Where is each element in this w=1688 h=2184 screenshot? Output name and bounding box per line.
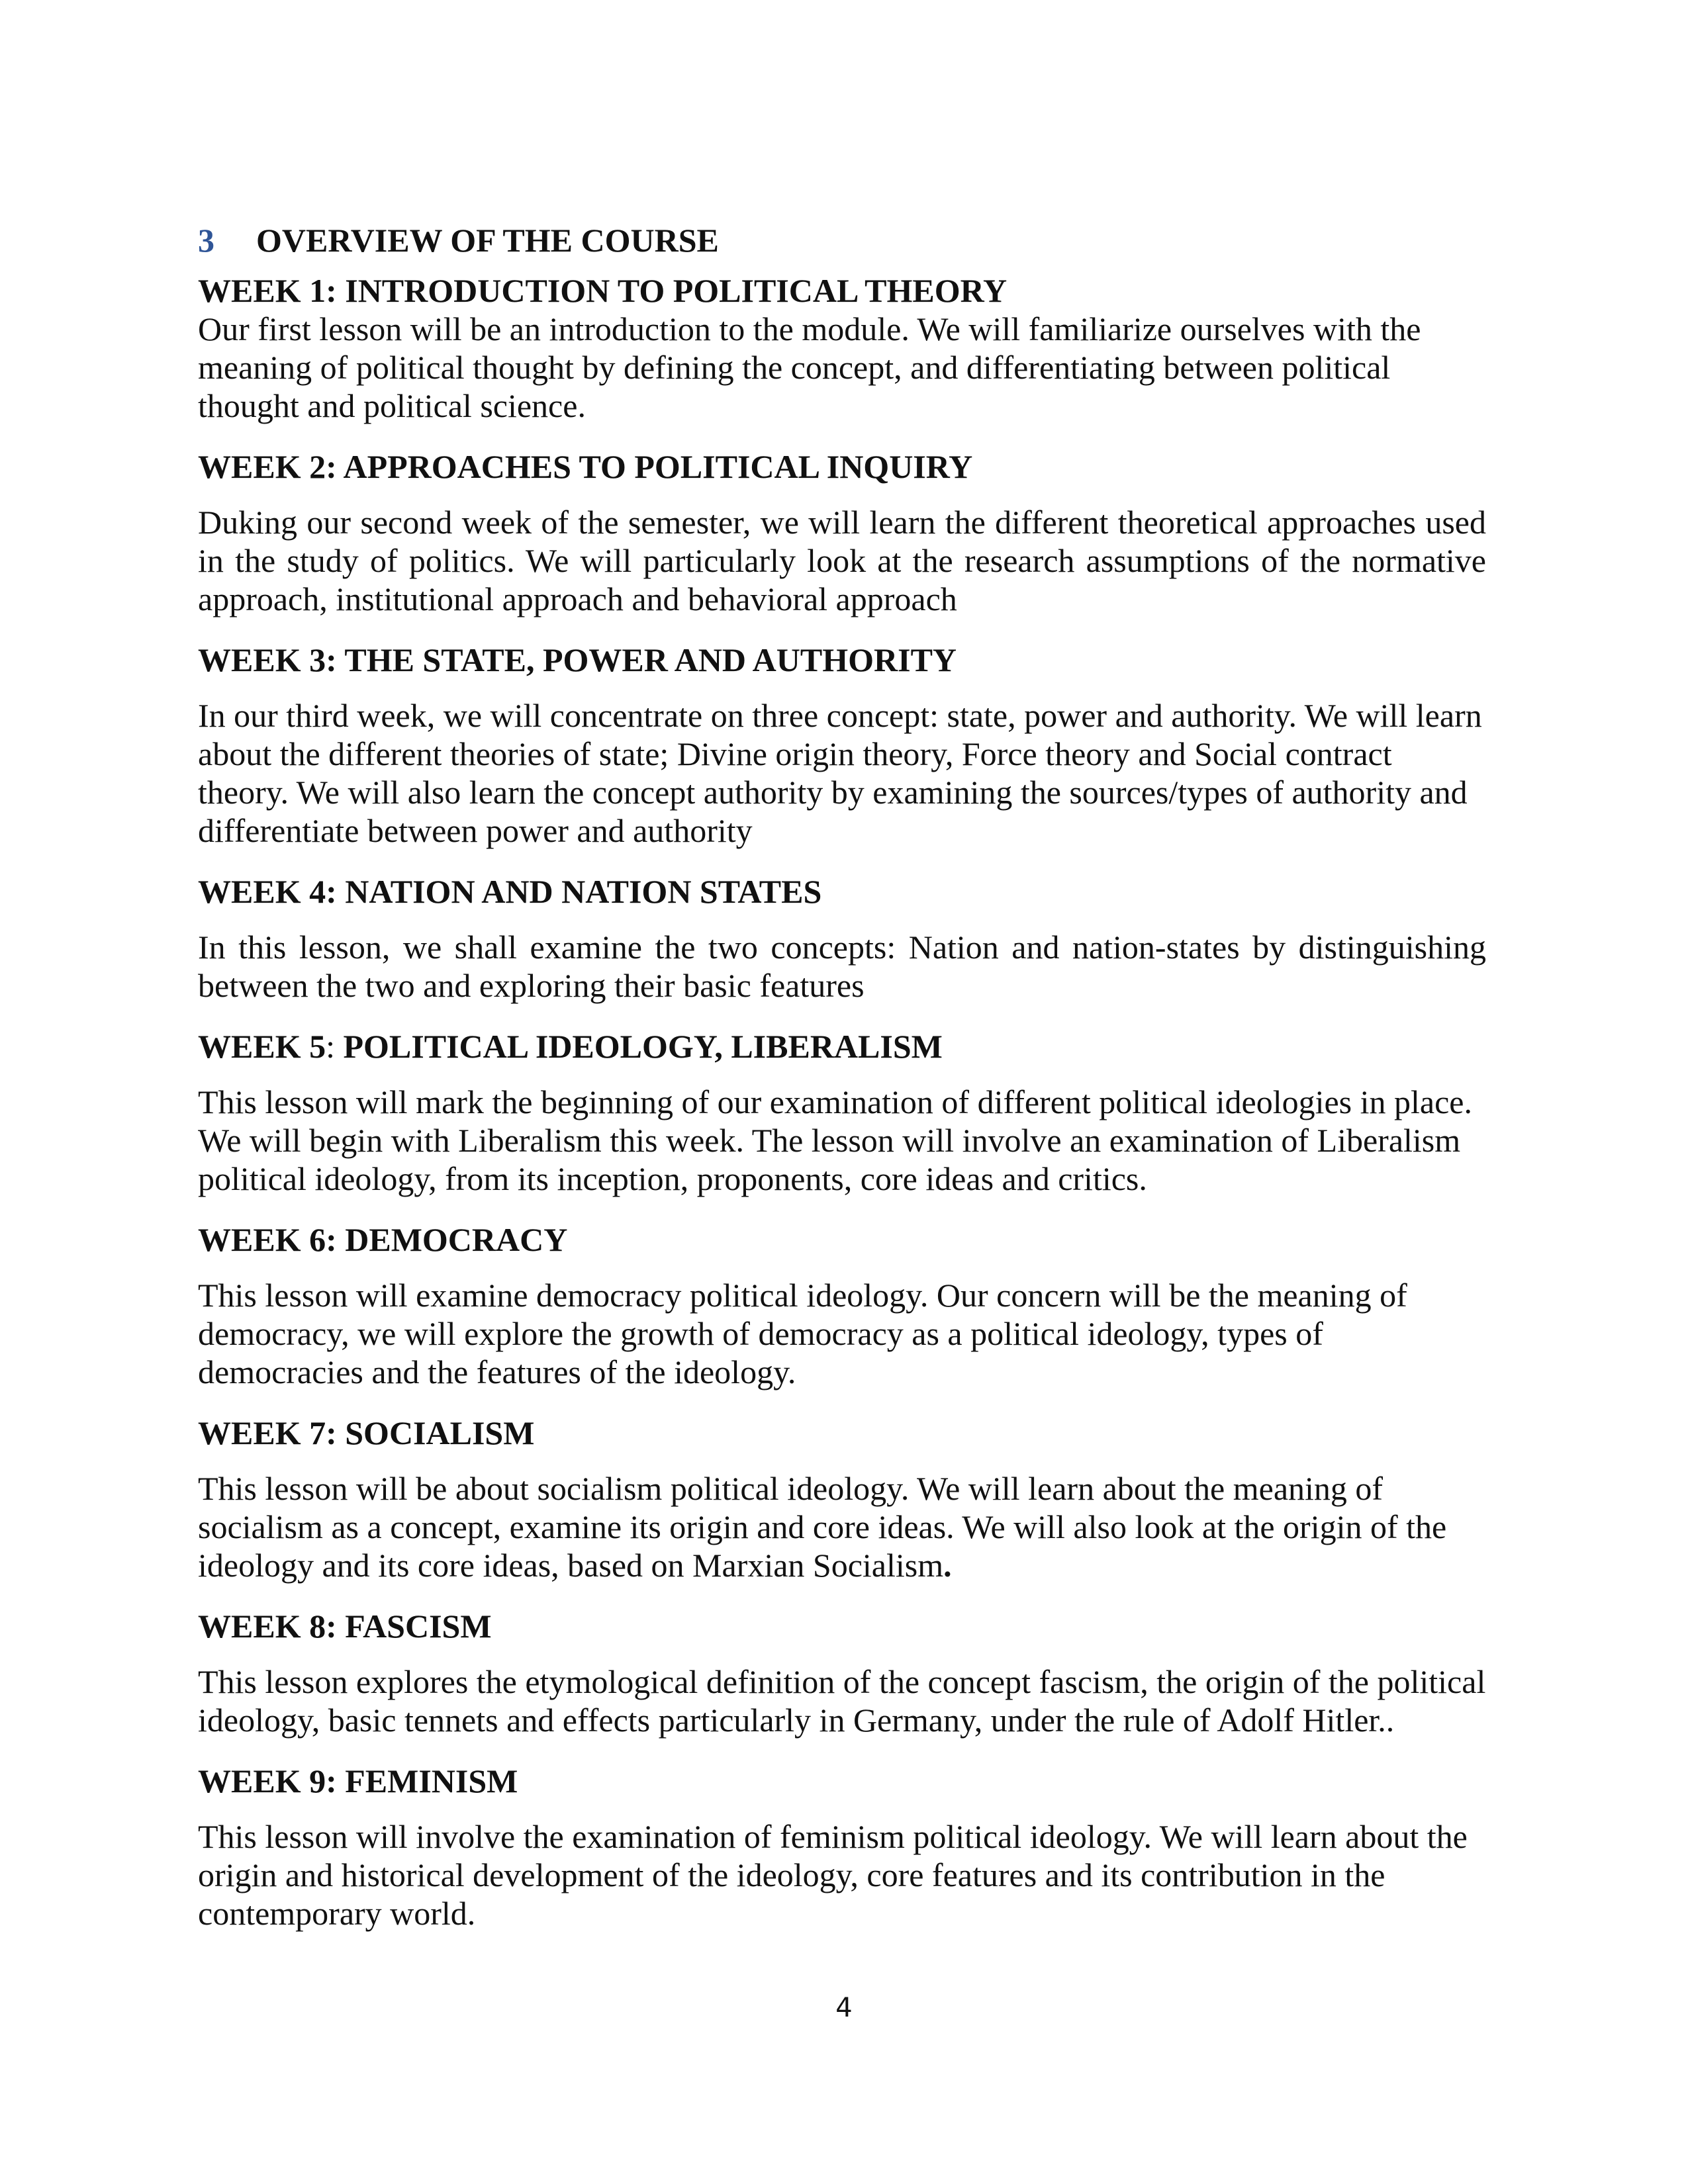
week-title-8: WEEK 8: FASCISM: [198, 1608, 492, 1645]
week-description-5: This lesson will mark the beginning of our examination of different political ideologies in place. We will begin with Liberalism this week. The lesson will involve an examination of Liberalism political ideology, from its inception, proponents, core ideas and critics.: [198, 1083, 1472, 1197]
week-block-9: [198, 1762, 1486, 1933]
section-heading: [198, 218, 1486, 262]
page-number: 4: [835, 1993, 853, 2023]
week-description-7-text: This lesson will be about socialism political ideology. We will learn about the meaning of socialism as a concept, examine its origin and core ideas. We will also look at the origin of the ideology and its core ideas, based on Marxian Socialism: [198, 1470, 1447, 1584]
week-description-8: This lesson explores the etymological definition of the concept fascism, the origin of the political ideology, basic tennets and effects particularly in Germany, under the rule of Adolf Hitler..: [198, 1663, 1486, 1739]
section-title: OVERVIEW OF THE COURSE: [256, 222, 719, 259]
week-description-7: [198, 1469, 1486, 1584]
week-block-3: [198, 641, 1486, 850]
week-description-2: Duking our second week of the semester, we will learn the different theoretical approaches used in the study of politics. We will particularly look at the research assumptions of the normative approach, institutional approach and behavioral approach: [198, 504, 1486, 617]
week-title-6: WEEK 6: DEMOCRACY: [198, 1221, 568, 1258]
week-block-2: [198, 447, 1486, 618]
week-title-5-prefix: WEEK 5: [198, 1028, 326, 1065]
week-title-4: WEEK 4: NATION AND NATION STATES: [198, 873, 822, 910]
week-title-5-separator: :: [326, 1028, 335, 1065]
week-block-4: [198, 872, 1486, 1005]
week-block-5: [198, 1027, 1486, 1198]
week-description-9: This lesson will involve the examination of feminism political ideology. We will learn about the origin and historical development of the ideology, core features and its contribution in the contemporary world.: [198, 1818, 1468, 1932]
week-title-1: WEEK 1: INTRODUCTION TO POLITICAL THEORY: [198, 272, 1008, 309]
week-block-7: [198, 1414, 1486, 1584]
week-title-2: WEEK 2: APPROACHES TO POLITICAL INQUIRY: [198, 448, 973, 485]
week-title-7: WEEK 7: SOCIALISM: [198, 1414, 535, 1451]
week-title-5-rest: POLITICAL IDEOLOGY, LIBERALISM: [335, 1028, 943, 1065]
week-description-7-end: .: [943, 1547, 952, 1584]
week-description-1: Our first lesson will be an introduction to the module. We will familiarize ourselves with the meaning of political thought by defining the concept, and differentiating between political thought and political science.: [198, 310, 1421, 424]
section-number: 3: [198, 222, 214, 259]
week-title-3: WEEK 3: THE STATE, POWER AND AUTHORITY: [198, 641, 957, 678]
week-title-5: [198, 1027, 1486, 1066]
week-block-6: [198, 1220, 1486, 1391]
page-content: [198, 218, 1486, 1933]
week-description-4: In this lesson, we shall examine the two concepts: Nation and nation-states by distinguishing between the two and exploring their basic features: [198, 929, 1486, 1004]
week-block-1: [198, 271, 1486, 425]
week-block-8: [198, 1607, 1486, 1739]
week-description-3: In our third week, we will concentrate on three concept: state, power and authority. We will learn about the different theories of state; Divine origin theory, Force theory and Social contract theory. We will also learn the concept authority by examining the sources/types of authority and differentiate between power and authority: [198, 697, 1482, 849]
week-description-6: This lesson will examine democracy political ideology. Our concern will be the meaning of democracy, we will explore the growth of democracy as a political ideology, types of democracies and the features of the ideology.: [198, 1277, 1407, 1390]
week-title-9: WEEK 9: FEMINISM: [198, 1762, 518, 1799]
